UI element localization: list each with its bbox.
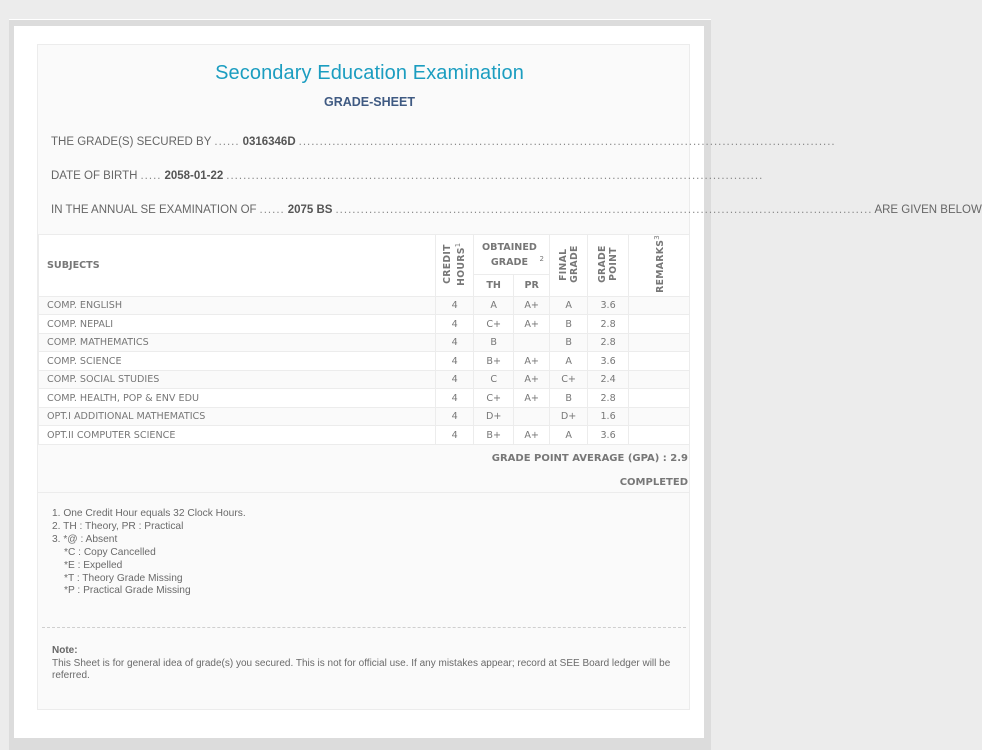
final-grade-cell: A [550,296,588,315]
remarks-cell [629,426,690,445]
legend-item: *T : Theory Grade Missing [64,572,183,584]
remarks-cell [629,296,690,315]
legend-item: *C : Copy Cancelled [64,546,156,558]
pr-cell: A+ [514,389,550,408]
divider [38,492,690,493]
subject-cell: COMP. NEPALI [39,315,436,334]
symbol-number: 0316346D [242,136,296,148]
footnote-marker: 3 [652,235,661,240]
pr-cell [514,333,550,352]
legend-item: 2. TH : Theory, PR : Practical [52,520,184,532]
legend-item: *P : Practical Grade Missing [64,585,191,597]
dots: ..... [140,170,162,182]
dots: ...... [259,204,285,216]
th-cell: A [474,296,514,315]
credit-cell: 4 [436,426,474,445]
header-remarks [629,235,690,297]
grade-point-cell: 2.8 [588,315,629,334]
table-row [39,352,690,371]
header-obtained-grade-label: OBTAINED GRADE [482,242,537,269]
footnote-legend [52,508,246,598]
grade-point-cell: 3.6 [588,352,629,371]
header-final-grade-label: FINAL GRADE [557,245,580,283]
footnote-marker: 2 [539,255,544,264]
dashed-divider [42,627,686,628]
th-cell: C [474,370,514,389]
pr-cell: A+ [514,315,550,334]
subject-cell: COMP. SOCIAL STUDIES [39,370,436,389]
header-obtained-grade [474,235,550,275]
secured-by-label: THE GRADE(S) SECURED BY [51,136,212,148]
credit-cell: 4 [436,407,474,426]
table-row [39,315,690,334]
footnote-marker: 1 [454,242,463,248]
th-cell: C+ [474,315,514,334]
exam-title: Secondary Education Examination [215,62,524,84]
grade-point-cell: 2.8 [588,389,629,408]
subject-cell: OPT.I ADDITIONAL MATHEMATICS [39,407,436,426]
exam-label: IN THE ANNUAL SE EXAMINATION OF [51,204,257,216]
header-final-grade [550,235,588,297]
grade-point-cell: 3.6 [588,296,629,315]
th-cell: B+ [474,426,514,445]
legend-item: 3. *@ : Absent [52,533,118,545]
table-row [39,389,690,408]
remarks-cell [629,352,690,371]
credit-cell: 4 [436,315,474,334]
pr-cell: A+ [514,352,550,371]
grade-point-cell: 2.4 [588,370,629,389]
disclaimer-note [52,645,682,683]
grade-point-cell: 2.8 [588,333,629,352]
legend-item: *E : Expelled [64,559,123,571]
table-row [39,370,690,389]
table-row [39,407,690,426]
subject-cell: OPT.II COMPUTER SCIENCE [39,426,436,445]
dob-label: DATE OF BIRTH [51,170,138,182]
header-credit-hours-label: CREDIT HOURS [442,244,468,286]
grade-point-cell: 3.6 [588,426,629,445]
final-grade-cell: B [550,333,588,352]
table-row [39,426,690,445]
dob-line [51,170,764,186]
header-grade-point [588,235,629,297]
pr-cell: A+ [514,370,550,389]
grade-point-cell: 1.6 [588,407,629,426]
remarks-cell [629,389,690,408]
note-label: Note: [52,645,78,656]
header-credit-hours [436,235,474,297]
final-grade-cell: C+ [550,370,588,389]
header-subjects: SUBJECTS [39,235,436,297]
final-grade-cell: B [550,315,588,334]
note-text: This Sheet is for general idea of grade(s) you secured. This is not for official use. If any mistakes appear; record at SEE Board ledger will be referred. [52,657,671,681]
credit-cell: 4 [436,296,474,315]
subject-cell: COMP. ENGLISH [39,296,436,315]
credit-cell: 4 [436,352,474,371]
remarks-cell [629,315,690,334]
th-cell: B+ [474,352,514,371]
final-grade-cell: A [550,426,588,445]
dots: ...... [214,136,240,148]
pr-cell: A+ [514,426,550,445]
final-grade-cell: D+ [550,407,588,426]
table-row [39,333,690,352]
grades-table [38,234,690,445]
credit-cell: 4 [436,389,474,408]
final-grade-cell: B [550,389,588,408]
dots-fill: ................................................................................................................................ [226,170,764,182]
header-pr: PR [514,274,550,296]
pr-cell [514,407,550,426]
exam-line [51,204,982,220]
date-of-birth: 2058-01-22 [164,170,224,182]
th-cell: D+ [474,407,514,426]
legend-item: 1. One Credit Hour equals 32 Clock Hours. [52,508,246,519]
remarks-cell [629,407,690,426]
result-status: COMPLETED [619,477,688,488]
th-cell: C+ [474,389,514,408]
gpa-summary: GRADE POINT AVERAGE (GPA) : 2.9 [491,453,688,464]
header-th: TH [474,274,514,296]
grade-sheet-subtitle: GRADE-SHEET [324,95,415,109]
dots-fill: ................................................................................................................................ [335,204,873,216]
credit-cell: 4 [436,333,474,352]
final-grade-cell: A [550,352,588,371]
secured-by-line [51,136,836,152]
header-remarks-label: REMARKS [655,239,667,293]
remarks-cell [629,370,690,389]
subject-cell: COMP. MATHEMATICS [39,333,436,352]
exam-tail: ARE GIVEN BELOW [874,204,982,216]
table-row [39,296,690,315]
subject-cell: COMP. HEALTH, POP & ENV EDU [39,389,436,408]
credit-cell: 4 [436,370,474,389]
exam-year: 2075 BS [287,204,333,216]
th-cell: B [474,333,514,352]
dots-fill: ................................................................................................................................ [298,136,836,148]
pr-cell: A+ [514,296,550,315]
subject-cell: COMP. SCIENCE [39,352,436,371]
remarks-cell [629,333,690,352]
header-grade-point-label: GRADE POINT [597,245,620,283]
